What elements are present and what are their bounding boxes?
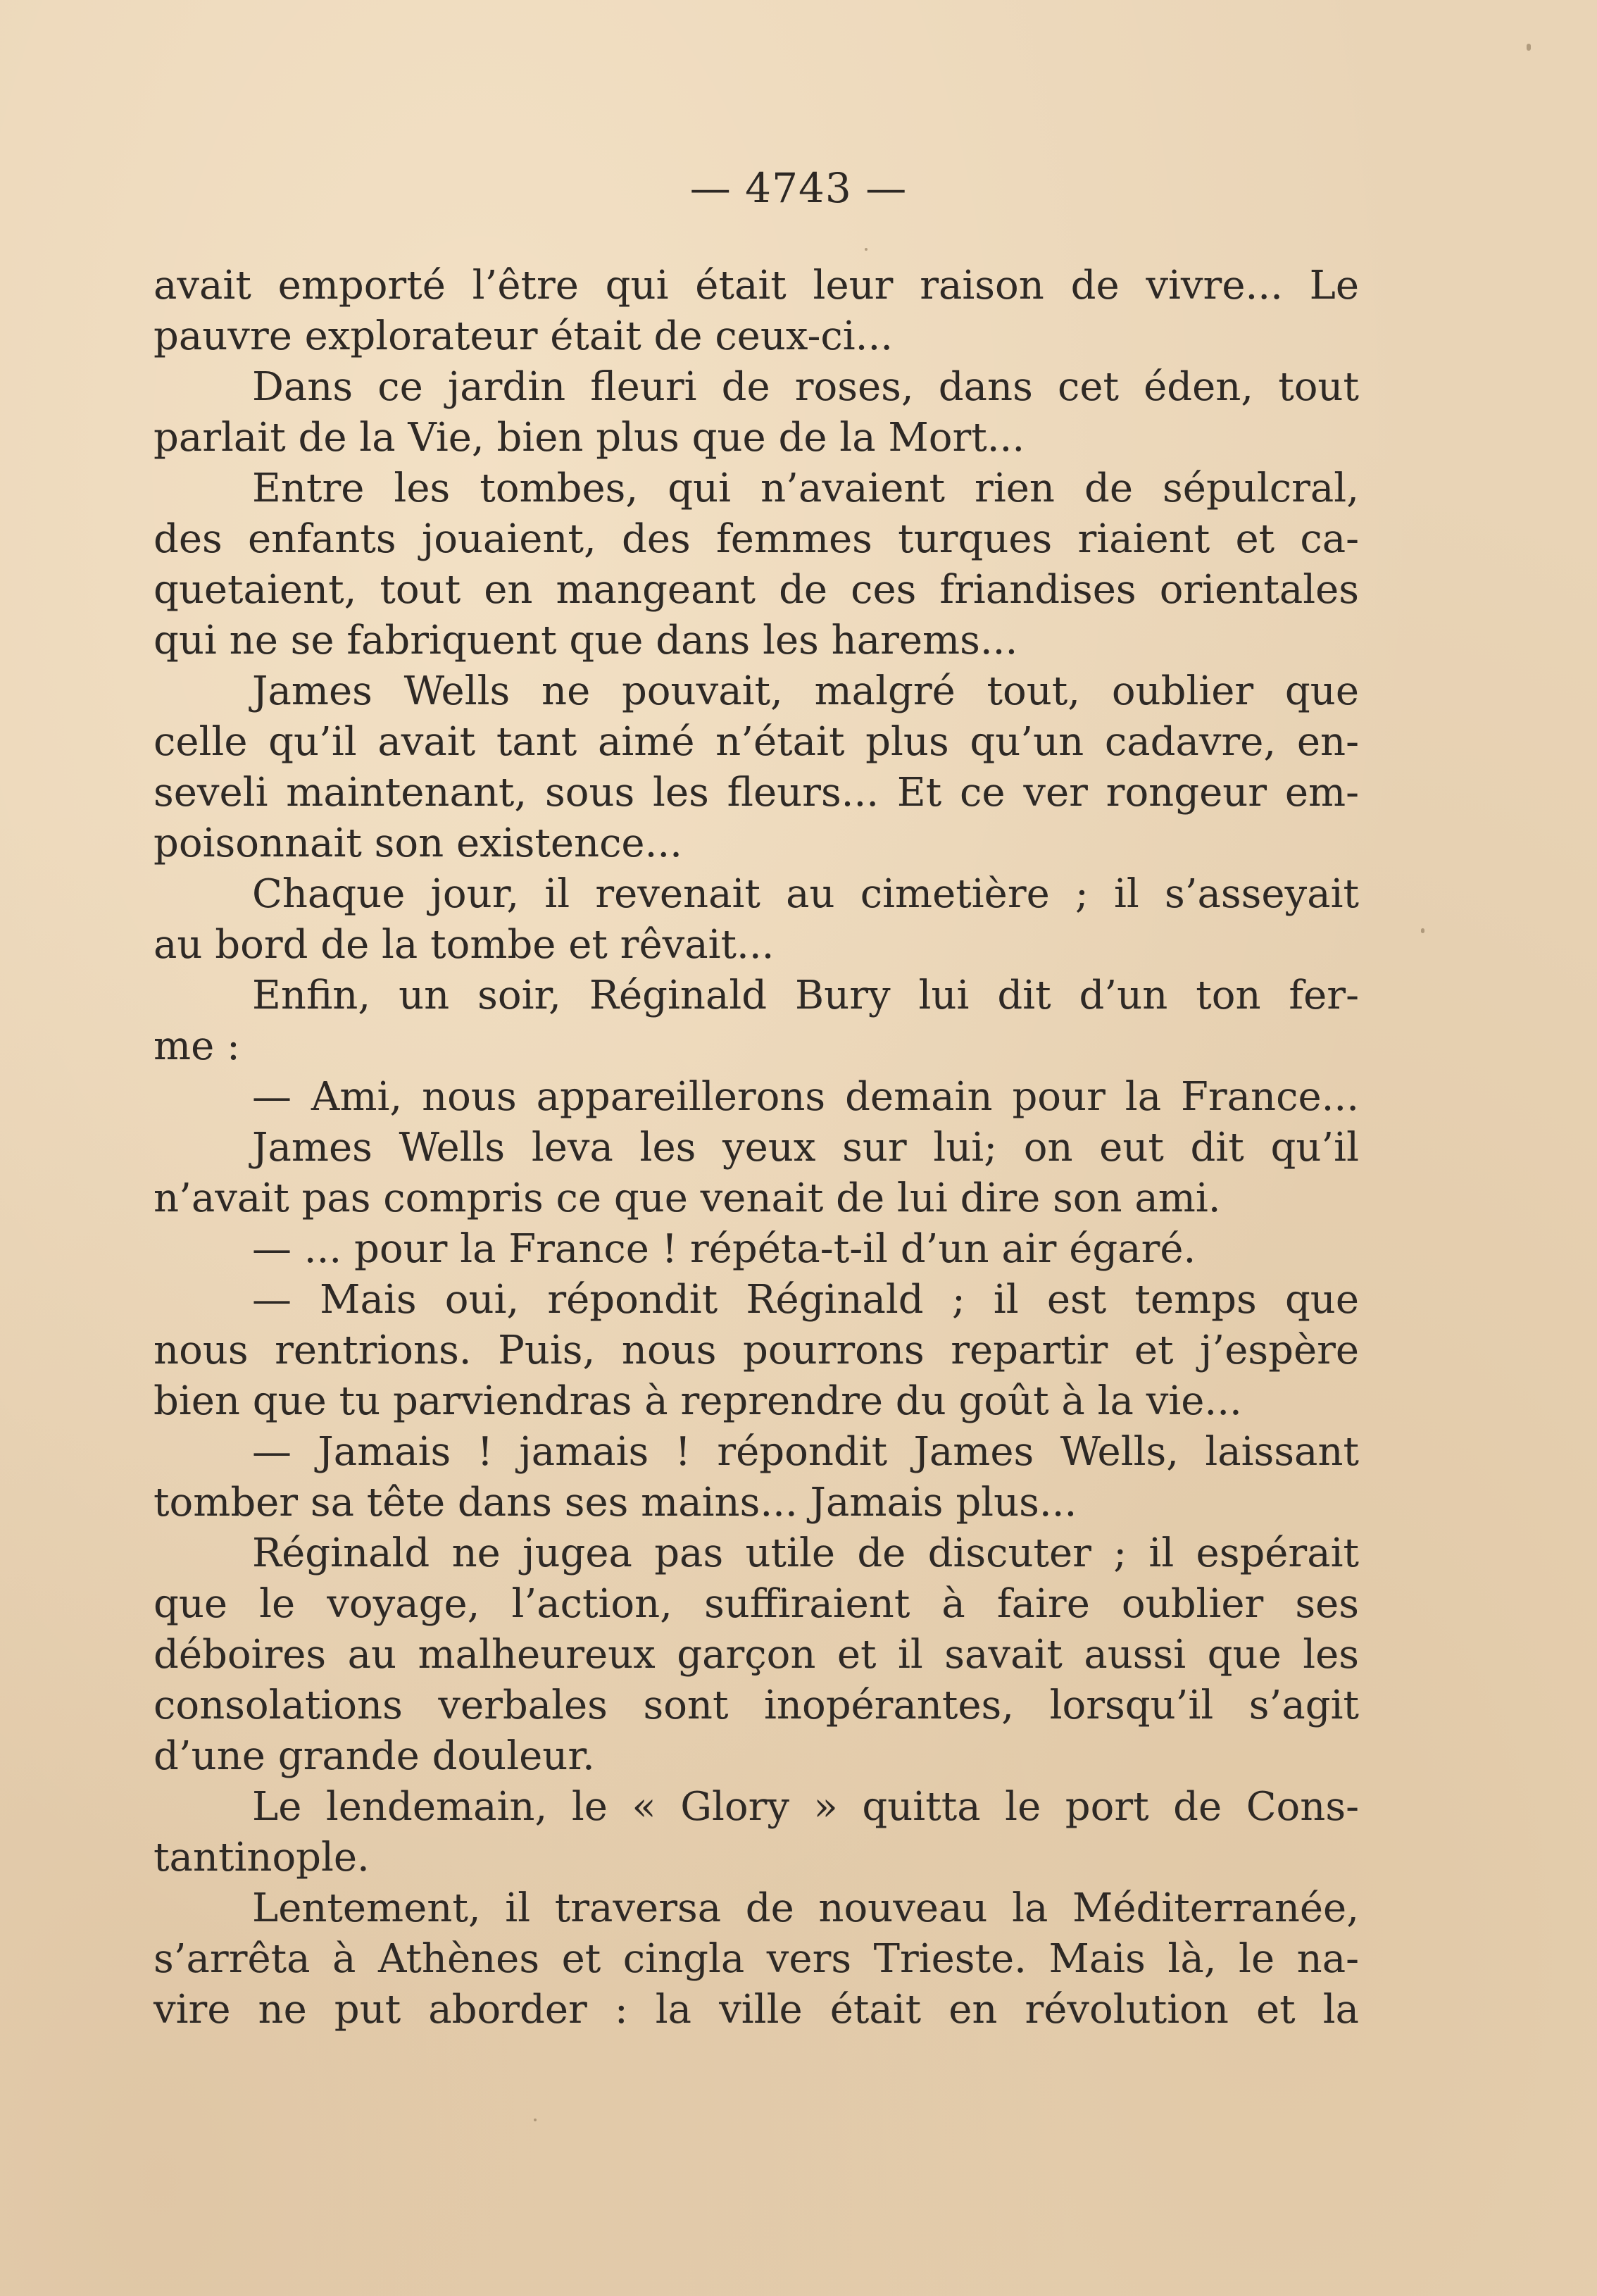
page-number: — 4743 — [689,164,908,212]
text-line: d’une grande douleur. [154,1733,595,1779]
text-line: au bord de la tombe et rêvait... [154,922,775,968]
text-line: Entre les tombes, qui n’avaient rien de sépulcral, [252,466,1359,511]
text-line: parlait de la Vie, bien plus que de la Mort... [154,415,1025,461]
paper-speck [865,248,868,251]
text-line: bien que tu parviendras à reprendre du goût à la vie... [154,1378,1242,1424]
text-line: avait emporté l’être qui était leur raison de vivre... Le [154,263,1359,308]
text-line: seveli maintenant, sous les fleurs... Et ce ver rongeur em- [154,770,1359,816]
text-line: tomber sa tête dans ses mains... Jamais plus... [154,1480,1077,1526]
paper-speck [534,2119,537,2121]
text-line: nous rentrions. Puis, nous pourrons repartir et j’espère [154,1328,1359,1373]
text-line: Enfin, un soir, Réginald Bury lui dit d’un ton fer- [252,973,1359,1018]
text-line: déboires au malheureux garçon et il savait aussi que les [154,1632,1359,1678]
body-text [154,261,1359,2035]
text-line: Réginald ne jugea pas utile de discuter ; il espérait [252,1530,1359,1576]
text-line: n’avait pas compris ce que venait de lui dire son ami. [154,1175,1221,1221]
text-line: consolations verbales sont inopérantes, lorsqu’il s’agit [154,1683,1359,1728]
text-line: poisonnait son existence... [154,821,682,866]
text-line: Chaque jour, il revenait au cimetière ; il s’asseyait [252,871,1359,917]
text-line: — ... pour la France ! répéta-t-il d’un air égaré. [252,1226,1196,1272]
text-line: celle qu’il avait tant aimé n’était plus qu’un cadavre, en- [154,719,1359,765]
text-line: qui ne se fabriquent que dans les harems... [154,618,1018,663]
text-line: s’arrêta à Athènes et cingla vers Trieste. Mais là, le na- [154,1936,1359,1982]
text-line: Lentement, il traversa de nouveau la Méditerranée, [252,1885,1359,1931]
text-line: James Wells leva les yeux sur lui; on eut dit qu’il [252,1125,1359,1171]
text-line: James Wells ne pouvait, malgré tout, oublier que [252,668,1359,714]
text-line: des enfants jouaient, des femmes turques riaient et ca- [154,516,1359,562]
paper-speck [1421,928,1424,933]
text-line: me : [154,1023,240,1069]
text-line: vire ne put aborder : la ville était en révolution et la [154,1987,1359,2033]
text-line: que le voyage, l’action, suffiraient à faire oublier ses [154,1581,1359,1627]
text-line: quetaient, tout en mangeant de ces friandises orientales [154,567,1359,613]
text-line: Dans ce jardin fleuri de roses, dans cet éden, tout [252,364,1359,410]
text-line: Le lendemain, le « Glory » quitta le port de Cons- [252,1784,1359,1830]
text-line: — Jamais ! jamais ! répondit James Wells, laissant [252,1429,1359,1475]
text-line: pauvre explorateur était de ceux-ci... [154,313,894,359]
text-line: — Mais oui, répondit Réginald ; il est temps que [252,1277,1359,1323]
text-line: tantinople. [154,1835,370,1880]
paper-speck [1527,44,1531,51]
text-line: — Ami, nous appareillerons demain pour la France... [252,1074,1359,1120]
